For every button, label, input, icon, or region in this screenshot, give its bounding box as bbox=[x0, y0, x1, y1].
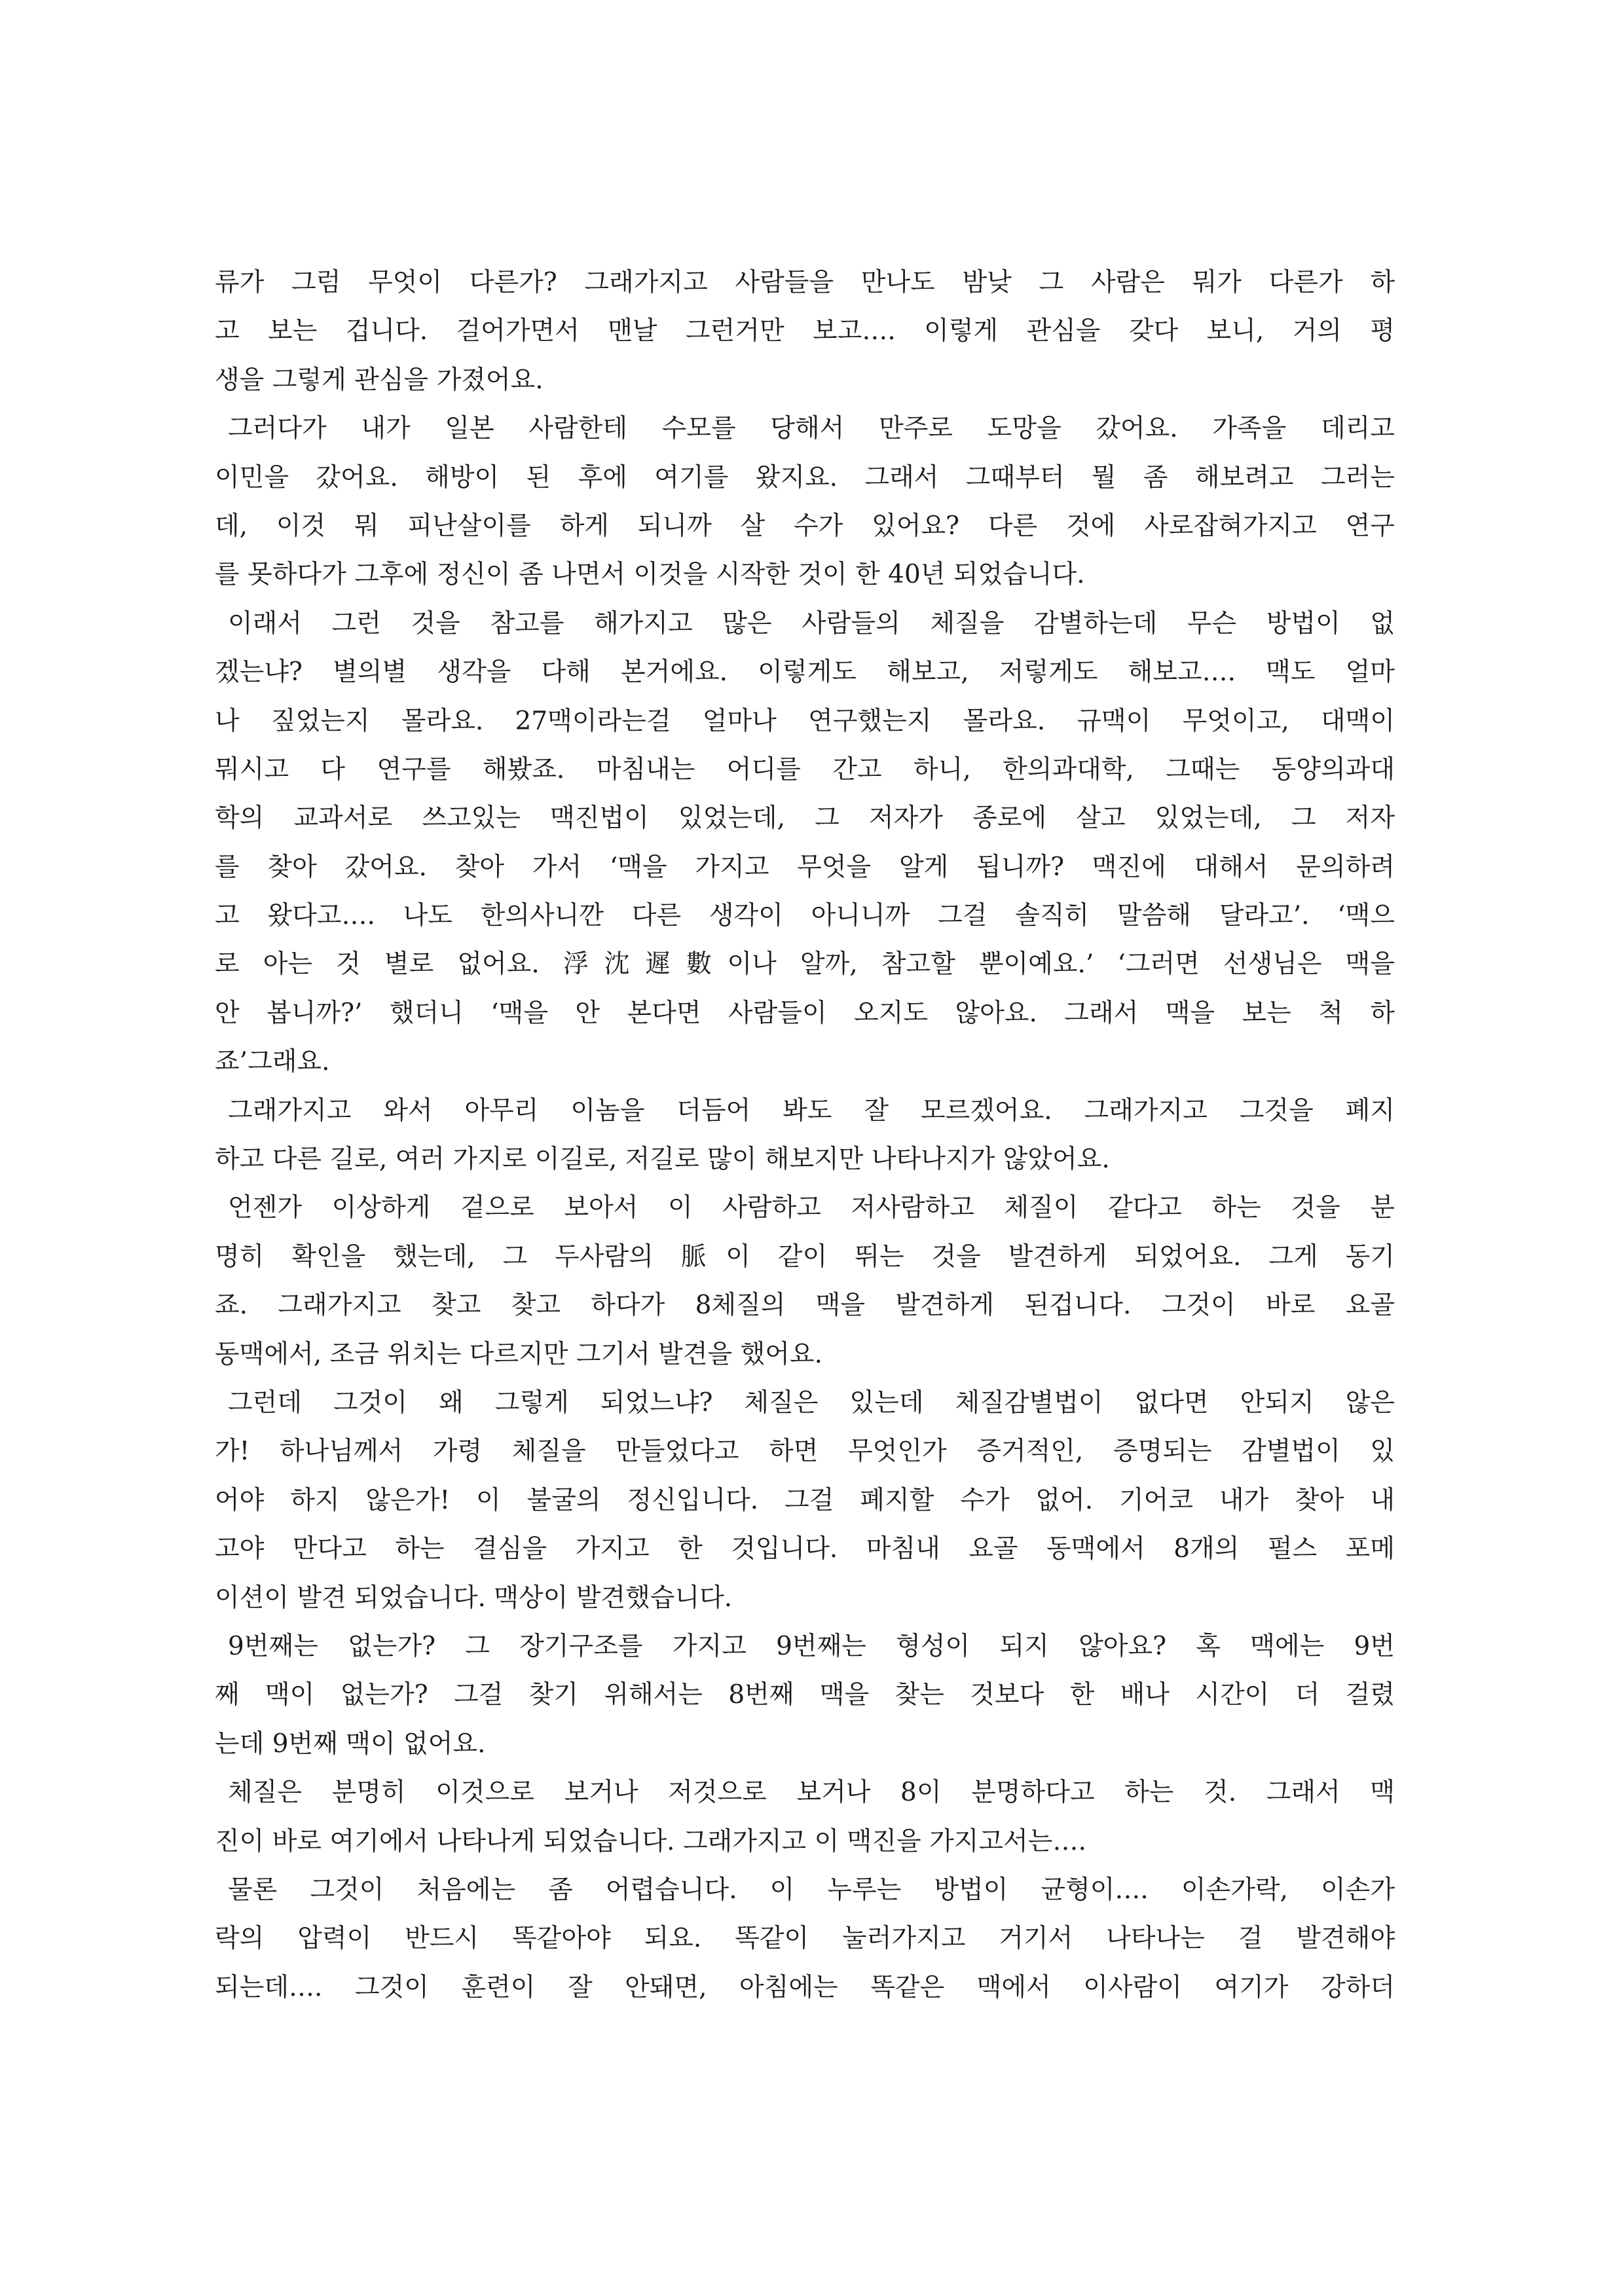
text-line: 안 봅니까?’ 했더니 ‘맥을 안 본다면 사람들이 오지도 않아요. 그래서 맥을 보는 척 하 bbox=[215, 998, 1395, 1028]
text-line: 물론 그것이 처음에는 좀 어렵습니다. 이 누루는 방법이 균형이…. 이손가락, 이손가 bbox=[228, 1875, 1395, 1905]
text-line: 고야 만다고 하는 결심을 가지고 한 것입니다. 마침내 요골 동맥에서 8개의 펄스 포메 bbox=[215, 1534, 1395, 1564]
text-line: 겠는냐? 별의별 생각을 다해 본거에요. 이렇게도 해보고, 저렇게도 해보고…. 맥도 얼마 bbox=[215, 657, 1395, 688]
text-line: 죠. 그래가지고 찾고 찾고 하다가 8체질의 맥을 발견하게 된겁니다. 그것이 바로 요골 bbox=[215, 1291, 1395, 1321]
text-line: 되는데…. 그것이 훈련이 잘 안돼면, 아침에는 똑같은 맥에서 이사람이 여기가 강하더 bbox=[215, 1972, 1395, 2002]
text-line: 이션이 발견 되었습니다. 맥상이 발견했습니다. bbox=[215, 1583, 733, 1613]
text-line: 진이 바로 여기에서 나타나게 되었습니다. 그래가지고 이 맥진을 가지고서는…. bbox=[215, 1826, 1086, 1856]
body-text bbox=[215, 259, 1395, 2012]
text-line: 뭐시고 다 연구를 해봤죠. 마침내는 어디를 간고 하니, 한의과대학, 그때는 동양의과대 bbox=[215, 754, 1395, 784]
text-line: 하고 다른 길로, 여러 가지로 이길로, 저길로 많이 해보지만 나타나지가 않았어요. bbox=[215, 1145, 1110, 1175]
text-line: 학의 교과서로 쓰고있는 맥진법이 있었는데, 그 저자가 종로에 살고 있었는데, 그 저자 bbox=[215, 803, 1395, 834]
text-line: 그런데 그것이 왜 그렇게 되었느냐? 체질은 있는데 체질감별법이 없다면 안되지 않은 bbox=[228, 1387, 1395, 1418]
text-line: 나 짚었는지 몰라요. 27맥이라는걸 얼마나 연구했는지 몰라요. 규맥이 무엇이고, 대맥이 bbox=[215, 706, 1395, 736]
text-line: 고 보는 겁니다. 걸어가면서 맨날 그런거만 보고…. 이렇게 관심을 갖다 보니, 거의 평 bbox=[215, 316, 1395, 346]
text-line: 동맥에서, 조금 위치는 다르지만 그기서 발견을 했어요. bbox=[215, 1339, 823, 1369]
text-line: 로 아는 것 별로 없어요. 浮沈遲數이나 알까, 참고할 뿐이예요.’ ‘그러면 선생님은 맥을 bbox=[215, 949, 1395, 980]
text-line: 는데 9번째 맥이 없어요. bbox=[215, 1729, 486, 1759]
text-line: 류가 그럼 무엇이 다른가? 그래가지고 사람들을 만나도 밤낮 그 사람은 뭐가 다른가 하 bbox=[215, 268, 1395, 297]
text-line: 데, 이것 뭐 피난살이를 하게 되니까 살 수가 있어요? 다른 것에 사로잡혀가지고 연구 bbox=[215, 511, 1395, 541]
text-line: 죠’그래요. bbox=[215, 1047, 330, 1077]
text-line: 언젠가 이상하게 겉으로 보아서 이 사람하고 저사람하고 체질이 같다고 하는 것을 분 bbox=[228, 1193, 1395, 1223]
text-line: 생을 그렇게 관심을 가졌어요. bbox=[215, 365, 544, 395]
text-line: 명히 확인을 했는데, 그 두사람의 脈이 같이 뛰는 것을 발견하게 되었어요. 그게 동기 bbox=[215, 1241, 1395, 1272]
text-line: 째 맥이 없는가? 그걸 찾기 위해서는 8번째 맥을 찾는 것보다 한 배나 시간이 더 걸렸 bbox=[215, 1680, 1395, 1710]
text-line: 그러다가 내가 일본 사람한테 수모를 당해서 만주로 도망을 갔어요. 가족을 데리고 bbox=[228, 414, 1395, 444]
text-line: 이민을 갔어요. 해방이 된 후에 여기를 왔지요. 그래서 그때부터 뭘 좀 해보려고 그러는 bbox=[215, 462, 1395, 492]
text-line: 고 왔다고…. 나도 한의사니깐 다른 생각이 아니니까 그걸 솔직히 말씀해 달라고’. ‘맥으 bbox=[215, 901, 1395, 931]
text-line: 그래가지고 와서 아무리 이놈을 더듬어 봐도 잘 모르겠어요. 그래가지고 그것을 폐지 bbox=[228, 1095, 1395, 1126]
text-line: 어야 하지 않은가! 이 불굴의 정신입니다. 그걸 폐지할 수가 없어. 기어코 내가 찾아 내 bbox=[215, 1485, 1395, 1515]
text-line: 이래서 그런 것을 참고를 해가지고 많은 사람들의 체질을 감별하는데 무슨 방법이 없 bbox=[228, 608, 1395, 638]
text-line: 9번째는 없는가? 그 장기구조를 가지고 9번째는 형성이 되지 않아요? 혹 맥에는 9번 bbox=[228, 1631, 1395, 1661]
text-line: 체질은 분명히 이것으로 보거나 저것으로 보거나 8이 분명하다고 하는 것. 그래서 맥 bbox=[228, 1778, 1395, 1808]
text-line: 가! 하나님께서 가령 체질을 만들었다고 하면 무엇인가 증거적인, 증명되는 감별법이 있 bbox=[215, 1437, 1395, 1467]
text-line: 락의 압력이 반드시 똑같아야 되요. 똑같이 눌러가지고 거기서 나타나는 걸 발견해야 bbox=[215, 1924, 1395, 1954]
text-line: 를 찾아 갔어요. 찾아 가서 ‘맥을 가지고 무엇을 알게 됩니까? 맥진에 대해서 문의하려 bbox=[215, 852, 1395, 882]
text-line: 를 못하다가 그후에 정신이 좀 나면서 이것을 시작한 것이 한 40년 되었습니다. bbox=[215, 560, 1085, 590]
